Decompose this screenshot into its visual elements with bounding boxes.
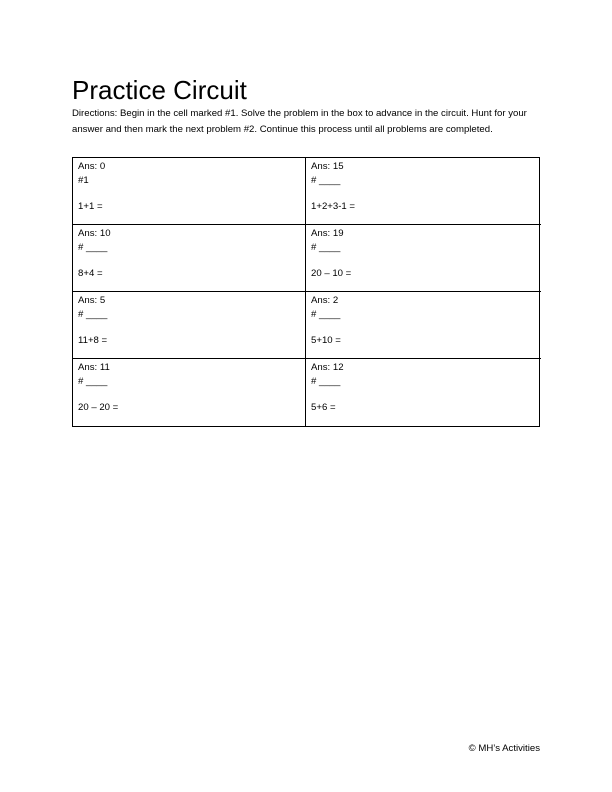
circuit-cell xyxy=(73,292,306,359)
cell-problem: 8+4 = xyxy=(78,268,103,279)
cell-number: # ____ xyxy=(78,308,108,320)
circuit-cell xyxy=(73,359,306,426)
cell-answer: Ans: 15 xyxy=(311,161,344,172)
cell-number: # ____ xyxy=(311,174,341,186)
circuit-cell xyxy=(306,292,541,359)
cell-number: # ____ xyxy=(78,241,108,253)
directions-text: Directions: Begin in the cell marked #1. Solve the problem in the box to advance in the circuit. Hunt for your answer and then mark the next problem #2. Continue this process until all problems are completed. xyxy=(72,108,527,135)
cell-answer: Ans: 5 xyxy=(78,295,106,306)
circuit-cell xyxy=(306,359,541,426)
cell-answer: Ans: 0 xyxy=(78,161,106,172)
circuit-cell xyxy=(73,158,306,225)
cell-problem: 1+1 = xyxy=(78,201,103,212)
circuit-cell xyxy=(306,225,541,292)
cell-number: # ____ xyxy=(78,375,108,387)
cell-answer: Ans: 12 xyxy=(311,362,344,373)
cell-answer: Ans: 10 xyxy=(78,228,111,239)
circuit-cell xyxy=(306,158,541,225)
cell-problem: 1+2+3-1 = xyxy=(311,201,356,212)
cell-problem: 20 – 20 = xyxy=(78,402,119,413)
cell-number: #1 xyxy=(78,174,89,186)
cell-problem: 5+10 = xyxy=(311,335,341,346)
cell-number: # ____ xyxy=(311,375,341,387)
cell-answer: Ans: 19 xyxy=(311,228,344,239)
cell-number: # ____ xyxy=(311,308,341,320)
cell-number: # ____ xyxy=(311,241,341,253)
cell-answer: Ans: 11 xyxy=(78,362,110,373)
cell-answer: Ans: 2 xyxy=(311,295,339,306)
cell-problem: 5+6 = xyxy=(311,402,336,413)
circuit-grid xyxy=(72,157,540,427)
page-title: Practice Circuit xyxy=(72,75,247,105)
circuit-cell xyxy=(73,225,306,292)
cell-problem: 11+8 = xyxy=(78,335,108,346)
cell-problem: 20 – 10 = xyxy=(311,268,352,279)
copyright-footer: © MH’s Activities xyxy=(468,743,540,754)
